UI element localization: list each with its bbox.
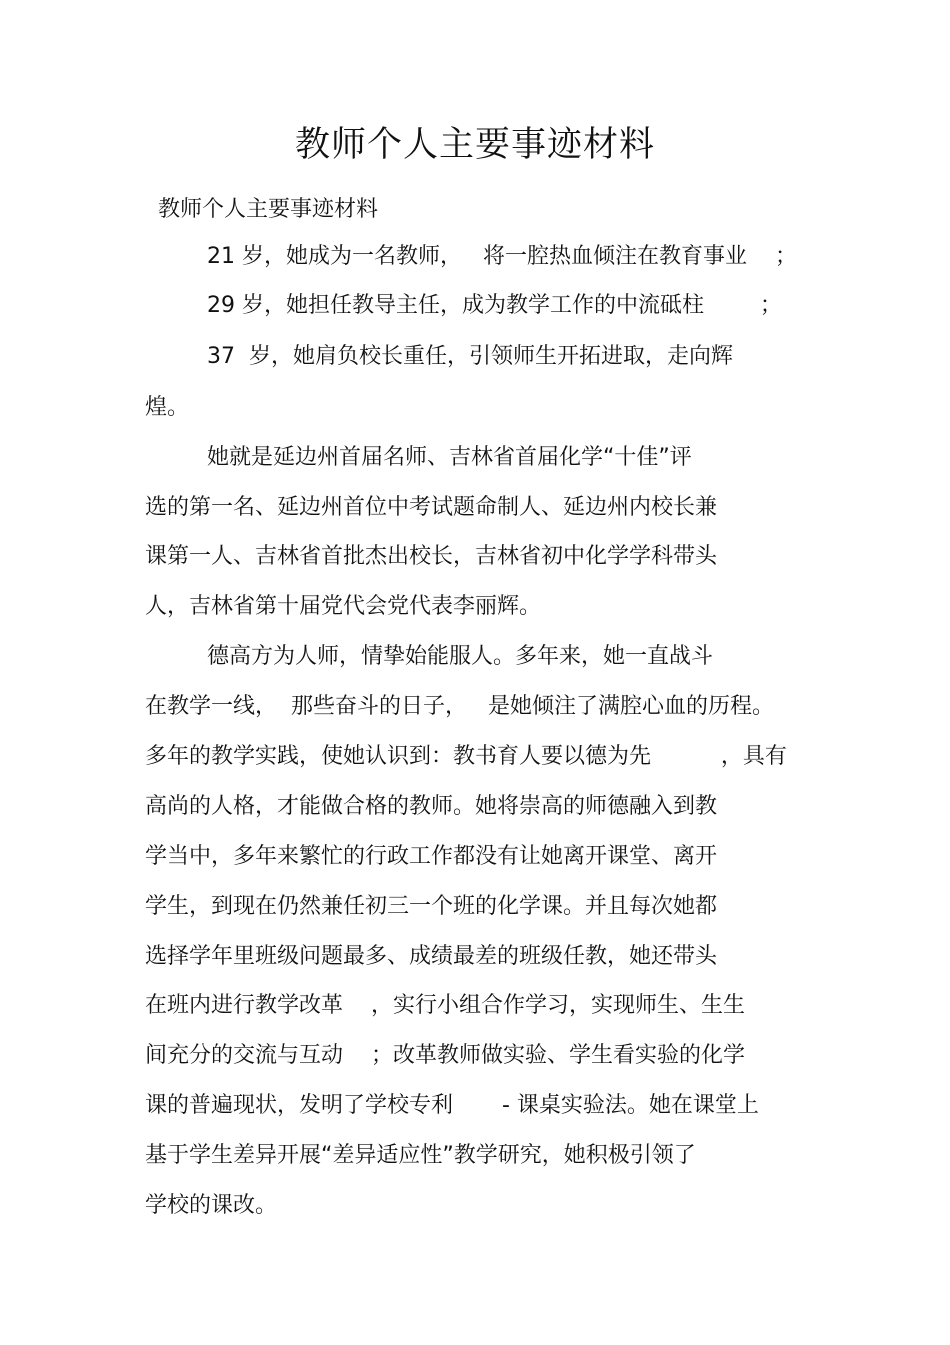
paragraph-line: 她就是延边州首届名师、吉林省首届化学“十佳”评 (207, 445, 692, 470)
paragraph-line: 煌。 (145, 395, 190, 420)
paragraph-line: 多年的教学实践，使她认识到：教书育人要以德为先 ，具有 (145, 744, 787, 769)
document-title: 教师个人主要事迹材料 (294, 125, 655, 165)
paragraph-line: 在班内进行教学改革 ，实行小组合作学习，实现师生、生生 (145, 993, 745, 1018)
paragraph-line: 课的普遍现状，发明了学校专利 - 课桌实验法。她在课堂上 (145, 1093, 759, 1118)
paragraph-line: 29 岁，她担任教导主任，成为教学工作的中流砥柱 ； (207, 293, 782, 318)
paragraph-line: 间充分的交流与互动 ；改革教师做实验、学生看实验的化学 (145, 1043, 745, 1068)
paragraph-line: 德高方为人师，情挚始能服人。多年来，她一直战斗 (207, 644, 714, 669)
paragraph-line: 课第一人、吉林省首批杰出校长，吉林省初中化学学科带头 (145, 544, 718, 569)
paragraph-line: 基于学生差异开展“差异适应性”教学研究，她积极引领了 (145, 1143, 696, 1168)
document-subtitle: 教师个人主要事迹材料 (158, 197, 379, 222)
paragraph-line: 学当中，多年来繁忙的行政工作都没有让她离开课堂、离开 (145, 844, 718, 869)
paragraph-line: 高尚的人格，才能做合格的教师。她将崇高的师德融入到教 (145, 794, 718, 819)
paragraph-line: 学生，到现在仍然兼任初三一个班的化学课。并且每次她都 (145, 894, 718, 919)
paragraph-line: 人，吉林省第十届党代会党代表李丽辉。 (145, 594, 542, 619)
paragraph-line: 37 岁，她肩负校长重任，引领师生开拓进取，走向辉 (207, 344, 733, 369)
paragraph-line: 在教学一线， 那些奋斗的日子， 是她倾注了满腔心血的历程。 (145, 694, 774, 719)
paragraph-line: 学校的课改。 (145, 1193, 278, 1218)
paragraph-line: 21 岁，她成为一名教师， 将一腔热血倾注在教育事业 ； (207, 244, 797, 269)
paragraph-line: 选的第一名、延边州首位中考试题命制人、延边州内校长兼 (145, 495, 718, 520)
paragraph-line: 选择学年里班级问题最多、成绩最差的班级任教，她还带头 (145, 944, 718, 969)
